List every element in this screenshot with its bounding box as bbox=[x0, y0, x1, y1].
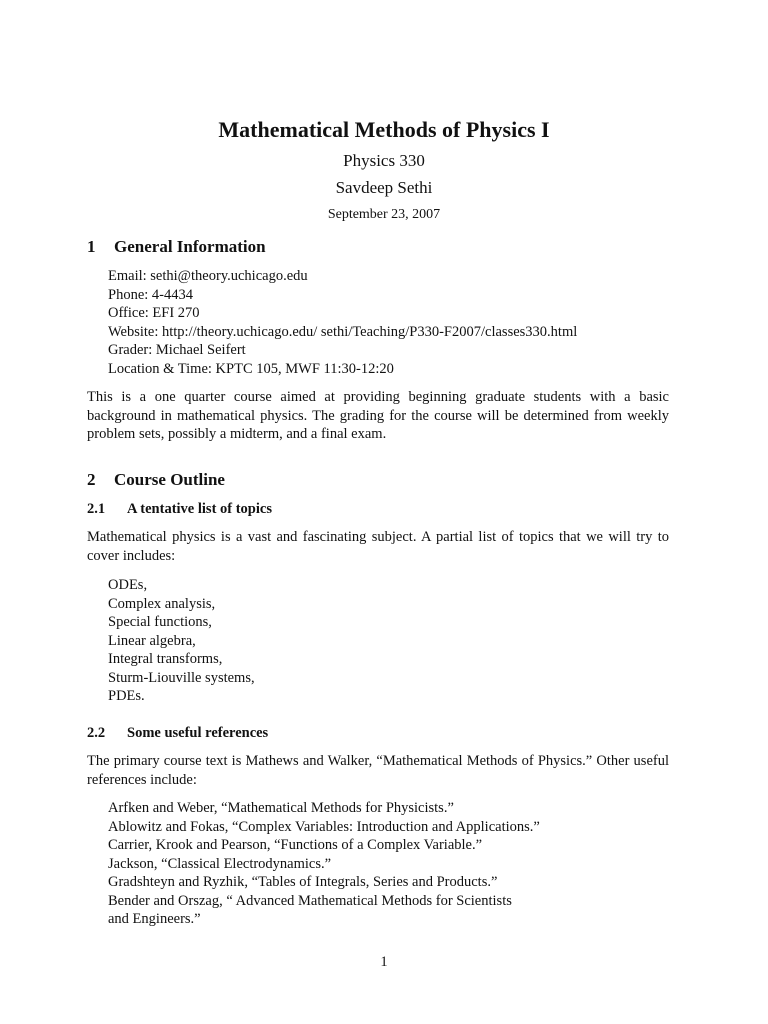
list-item: Arfken and Weber, “Mathematical Methods for Physicists.” bbox=[108, 800, 454, 816]
list-item: Jackson, “Classical Electrodynamics.” bbox=[108, 855, 332, 872]
list-item: Linear algebra, bbox=[108, 632, 196, 649]
list-item: Complex analysis, bbox=[108, 595, 216, 612]
grader-line: Grader: Michael Seifert bbox=[108, 342, 246, 358]
section-course-outline bbox=[87, 469, 669, 491]
section-title: General Information bbox=[114, 237, 266, 256]
topics-list bbox=[87, 576, 669, 706]
page-number: 1 bbox=[380, 954, 388, 970]
document-title: Mathematical Methods of Physics I bbox=[218, 117, 550, 142]
subsection-heading bbox=[87, 499, 669, 519]
list-item: and Engineers.” bbox=[108, 911, 201, 927]
list-item: PDEs. bbox=[108, 688, 145, 704]
author-name: Savdeep Sethi bbox=[335, 178, 433, 197]
references-list bbox=[87, 799, 669, 929]
subsection-title: Some useful references bbox=[127, 725, 269, 741]
section-number: 1 bbox=[87, 237, 96, 256]
email-line: Email: sethi@theory.uchicago.edu bbox=[108, 268, 308, 284]
contact-info-list bbox=[87, 267, 669, 378]
list-item: Sturm-Liouville systems, bbox=[108, 669, 255, 686]
section-general-information bbox=[87, 236, 669, 258]
title-block bbox=[0, 116, 768, 224]
topics-intro-paragraph: Mathematical physics is a vast and fascinating subject. A partial list of topics that we will try to cover includes: bbox=[87, 529, 669, 564]
section-title: Course Outline bbox=[114, 470, 225, 489]
list-item: Ablowitz and Fokas, “Complex Variables: Introduction and Applications.” bbox=[108, 818, 540, 835]
list-item: Bender and Orszag, “ Advanced Mathematical Methods for Scientists bbox=[108, 892, 512, 909]
course-number: Physics 330 bbox=[343, 151, 425, 170]
list-item: ODEs, bbox=[108, 577, 148, 593]
subsection-references bbox=[87, 723, 669, 743]
section-heading bbox=[87, 469, 669, 491]
phone-line: Phone: 4-4434 bbox=[108, 286, 193, 303]
list-item: Special functions, bbox=[108, 614, 212, 630]
course-description-paragraph: This is a one quarter course aimed at providing beginning graduate students with a basic background in mathematical physics. The grading for the course will be determined from weekly problem sets, possibly a midterm, and a final exam. bbox=[87, 389, 669, 442]
subsection-number: 2.1 bbox=[87, 501, 106, 517]
subsection-topics bbox=[87, 499, 669, 519]
website-line: Website: http://theory.uchicago.edu/ sethi/Teaching/P330-F2007/classes330.html bbox=[108, 323, 578, 340]
section-heading bbox=[87, 236, 669, 258]
list-item: Gradshteyn and Ryzhik, “Tables of Integrals, Series and Products.” bbox=[108, 874, 498, 890]
document-date: September 23, 2007 bbox=[327, 207, 441, 222]
subsection-title: A tentative list of topics bbox=[127, 501, 272, 517]
list-item: Carrier, Krook and Pearson, “Functions of a Complex Variable.” bbox=[108, 837, 483, 853]
list-item: Integral transforms, bbox=[108, 651, 223, 667]
location-time-line: Location & Time: KPTC 105, MWF 11:30-12:20 bbox=[108, 360, 394, 377]
office-line: Office: EFI 270 bbox=[108, 305, 200, 321]
references-intro-paragraph: The primary course text is Mathews and Walker, “Mathematical Methods of Physics.” Other useful references include: bbox=[87, 753, 669, 788]
section-number: 2 bbox=[87, 470, 96, 489]
subsection-heading bbox=[87, 723, 669, 743]
subsection-number: 2.2 bbox=[87, 725, 106, 741]
